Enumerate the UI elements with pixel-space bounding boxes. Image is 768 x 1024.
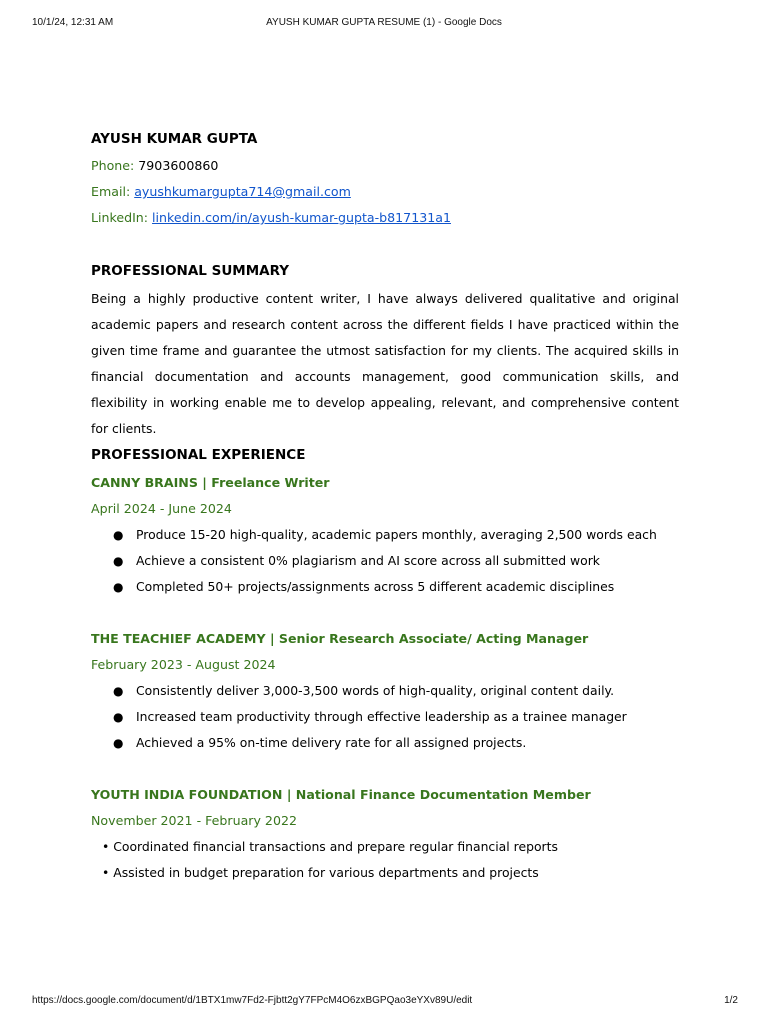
print-footer: [0, 995, 768, 1009]
list-item: [91, 734, 627, 760]
bullet-icon: ●: [113, 736, 124, 750]
list-item: • Coordinated financial transactions and prepare regular financial reports: [102, 839, 558, 854]
linkedin-line: [91, 209, 451, 227]
bullet-text: Completed 50+ projects/assignments across 5 different academic disciplines: [136, 579, 615, 594]
bullet-text: Achieved a 95% on-time delivery rate for all assigned projects.: [136, 735, 527, 750]
list-item: [91, 578, 657, 604]
print-datetime: 10/1/24, 12:31 AM: [32, 17, 114, 28]
job-dates: February 2023 - August 2024: [91, 657, 276, 672]
list-item: [91, 526, 657, 552]
email-label: Email:: [91, 184, 131, 199]
phone-line: [91, 157, 218, 175]
linkedin-link[interactable]: linkedin.com/in/ayush-kumar-gupta-b817131a1: [152, 210, 451, 225]
bullet-icon: ●: [113, 528, 124, 542]
print-doc-title: AYUSH KUMAR GUPTA RESUME (1) - Google Docs: [266, 17, 502, 28]
job-title: YOUTH INDIA FOUNDATION | National Finance Documentation Member: [91, 787, 591, 802]
job-title: THE TEACHIEF ACADEMY | Senior Research Associate/ Acting Manager: [91, 631, 589, 646]
linkedin-label: LinkedIn:: [91, 210, 149, 225]
bullet-text: Achieve a consistent 0% plagiarism and AI score across all submitted work: [136, 553, 600, 568]
print-url: https://docs.google.com/document/d/1BTX1mw7Fd2-Fjbtt2gY7FPcM4O6zxBGPQao3eYXv89U/edit: [32, 995, 473, 1006]
list-item: [91, 552, 657, 578]
summary-heading: PROFESSIONAL SUMMARY: [91, 263, 290, 279]
phone-label: Phone:: [91, 158, 135, 173]
job-bullets: [91, 526, 657, 604]
bullet-text: Increased team productivity through effective leadership as a trainee manager: [136, 709, 627, 724]
experience-heading: PROFESSIONAL EXPERIENCE: [91, 447, 306, 463]
email-link[interactable]: ayushkumargupta714@gmail.com: [134, 184, 351, 199]
job-bullets: [102, 838, 558, 890]
bullet-text: Produce 15-20 high-quality, academic papers monthly, averaging 2,500 words each: [136, 527, 657, 542]
list-item: • Assisted in budget preparation for various departments and projects: [102, 865, 539, 880]
summary-text: Being a highly productive content writer, I have always delivered qualitative and original academic papers and research content across the different fields I have practiced within the given time frame and guarantee the utmost satisfaction for my clients. The acquired skills in financial documentation and accounts management, good communication skills, and flexibility in working enable me to develop appealing, relevant, and comprehensive content for clients.: [91, 291, 679, 436]
list-item: [91, 682, 627, 708]
bullet-icon: ●: [113, 554, 124, 568]
page-indicator: 1/2: [724, 995, 738, 1006]
bullet-icon: ●: [113, 710, 124, 724]
job-bullets: [91, 682, 627, 760]
job-dates: April 2024 - June 2024: [91, 501, 232, 516]
job-dates: November 2021 - February 2022: [91, 813, 297, 828]
candidate-name: AYUSH KUMAR GUPTA: [91, 131, 258, 147]
bullet-icon: ●: [113, 684, 124, 698]
email-line: [91, 183, 351, 201]
print-header: [0, 17, 768, 31]
list-item: [91, 708, 627, 734]
job-title: CANNY BRAINS | Freelance Writer: [91, 475, 330, 490]
bullet-text: Consistently deliver 3,000-3,500 words of high-quality, original content daily.: [136, 683, 615, 698]
phone-value: 7903600860: [138, 158, 219, 173]
bullet-icon: ●: [113, 580, 124, 594]
